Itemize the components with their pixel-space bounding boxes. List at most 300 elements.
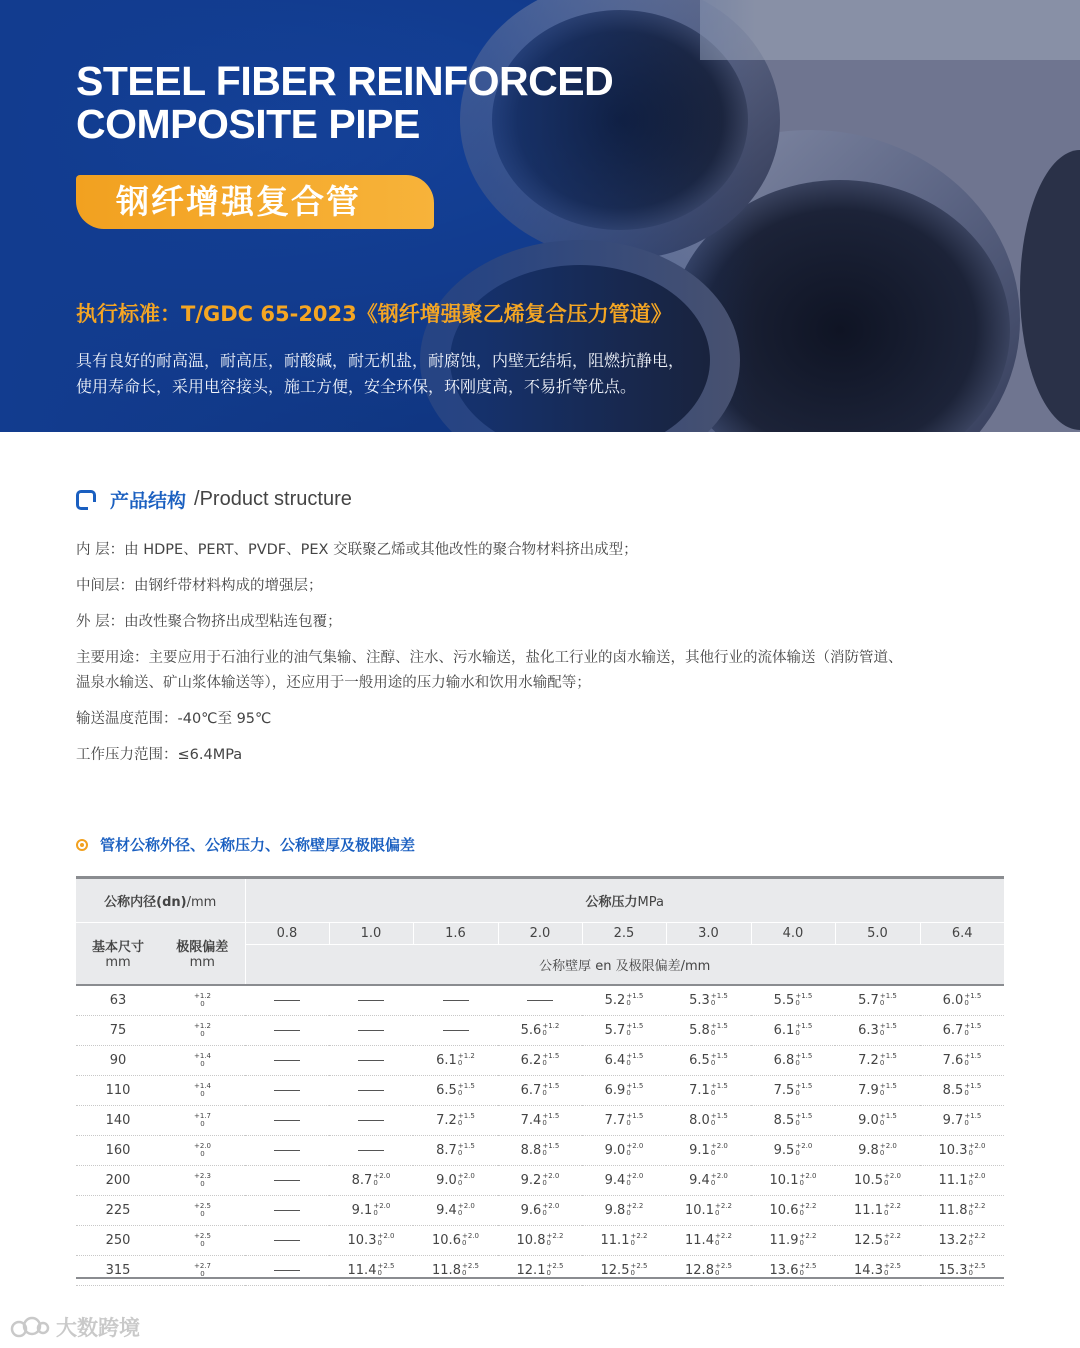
tolerance-lower: 0 [200,1000,205,1008]
wall-thickness-value: 5.3 [689,992,710,1008]
wall-tolerance-lower: 0 [457,1089,463,1097]
wall-thickness-cell [413,1165,498,1195]
wall-tolerance-lower: 0 [542,1119,547,1127]
wall-thickness-cell [666,1135,751,1165]
wall-thickness-cell [245,1135,329,1165]
wall-thickness-value: 6.5 [689,1052,710,1068]
wall-tolerance-upper: +1.5 [710,1052,728,1060]
wall-thickness-cell [245,1195,329,1225]
tolerance-cell [160,1015,245,1045]
wall-tolerance-lower: 0 [546,1269,551,1277]
wall-tolerance-lower: 0 [457,1149,463,1157]
wall-thickness-cell [413,1135,498,1165]
wall-tolerance-lower: 0 [968,1179,973,1187]
wall-thickness-cell [329,1135,413,1165]
wall-thickness-value: 10.1 [685,1202,714,1218]
wall-tolerance-upper: +1.5 [795,1112,813,1120]
wall-thickness-value: 9.4 [604,1172,626,1188]
tolerance-lower: 0 [200,1180,205,1188]
wall-thickness-cell [413,1195,498,1225]
pressure-col-1: 1.0 [329,923,413,945]
wall-tolerance-upper: +2.0 [799,1172,817,1180]
wall-tolerance-upper: +1.2 [542,1022,560,1030]
wall-tolerance-upper: +1.5 [964,1052,982,1060]
not-applicable-dash [274,1000,300,1001]
tolerance-cell [160,985,245,1016]
wall-tolerance-lower: 0 [710,1119,716,1127]
wall-thickness-value: 9.0 [436,1172,457,1188]
wall-tolerance-lower: 0 [373,1209,378,1217]
wall-thickness-cell [582,985,666,1016]
wall-thickness-cell [751,1135,835,1165]
wall-tolerance-lower: 0 [968,1269,973,1277]
wall-tolerance-lower: 0 [964,1029,969,1037]
wall-tolerance-lower: 0 [457,1179,463,1187]
wall-tolerance-upper: +2.0 [795,1142,813,1150]
hero-title [76,60,613,146]
size-cell: 315 [76,1255,160,1285]
wall-thickness-cell [329,1255,413,1285]
size-cell: 140 [76,1105,160,1135]
wall-tolerance-upper: +2.2 [968,1202,986,1210]
tolerance-lower: 0 [200,1060,205,1068]
not-applicable-dash [443,1030,469,1031]
wall-thickness-cell [835,1225,920,1255]
table-row [76,1135,1004,1165]
wall-tolerance-upper: +2.2 [630,1232,648,1240]
wall-thickness-cell [666,1255,751,1285]
wall-thickness-cell [582,1225,666,1255]
wall-thickness-value: 7.1 [689,1082,710,1098]
wall-thickness-value: 8.5 [773,1112,795,1128]
wall-thickness-cell [582,1255,666,1285]
not-applicable-dash [358,1000,384,1001]
tolerance-cell [160,1195,245,1225]
wall-thickness-cell [245,985,329,1016]
wall-tolerance-lower: 0 [542,1089,547,1097]
wall-thickness-value: 10.3 [347,1232,377,1248]
wall-thickness-value: 12.1 [516,1262,546,1278]
header-tolerance [160,923,245,985]
wall-tolerance-upper: +1.5 [964,1112,982,1120]
wall-thickness-value: 6.0 [942,992,964,1008]
table-title-text: 管材公称外径、公称压力、公称壁厚及极限偏差 [100,836,416,854]
wall-thickness-value: 11.8 [432,1262,461,1278]
wall-thickness-value: 6.7 [520,1082,542,1098]
wall-thickness-value: 5.7 [858,992,879,1008]
wall-thickness-cell [835,1075,920,1105]
wall-thickness-cell [751,1225,835,1255]
wall-tolerance-upper: +1.5 [626,1082,644,1090]
wall-tolerance-lower: 0 [799,1209,804,1217]
wall-tolerance-upper: +2.2 [968,1232,986,1240]
wall-tolerance-upper: +2.5 [377,1262,395,1270]
wall-thickness-value: 11.1 [854,1202,883,1218]
wall-thickness-cell [413,1075,498,1105]
wall-tolerance-upper: +1.5 [542,1082,560,1090]
wall-thickness-value: 12.5 [600,1262,630,1278]
wall-thickness-value: 8.7 [436,1142,457,1158]
tolerance-cell [160,1045,245,1075]
pressure-col-6: 4.0 [751,923,835,945]
wall-thickness-value: 6.7 [942,1022,964,1038]
pressure-col-8: 6.4 [920,923,1004,945]
wall-tolerance-upper: +1.5 [457,1082,475,1090]
wall-tolerance-lower: 0 [461,1239,467,1247]
wall-tolerance-lower: 0 [377,1239,382,1247]
wall-thickness-cell [666,1075,751,1105]
wall-tolerance-lower: 0 [799,1179,804,1187]
features-text [76,348,796,400]
watermark-text: 大数跨境 [56,1316,140,1340]
wall-tolerance-lower: 0 [879,1029,885,1037]
wall-tolerance-upper: +1.5 [626,992,644,1000]
wall-thickness-cell [329,985,413,1016]
wall-thickness-cell [413,1255,498,1285]
wall-thickness-cell [835,1105,920,1135]
wall-thickness-value: 10.8 [516,1232,546,1248]
wall-tolerance-upper: +2.0 [968,1142,986,1150]
wall-tolerance-lower: 0 [879,1149,885,1157]
wall-tolerance-upper: +2.2 [883,1202,901,1210]
tolerance-lower: 0 [200,1240,205,1248]
wall-thickness-value: 6.1 [773,1022,795,1038]
wall-tolerance-lower: 0 [626,999,631,1007]
wall-thickness-cell [666,1165,751,1195]
wall-thickness-value: 5.5 [773,992,795,1008]
tolerance-upper: +1.2 [194,992,211,1000]
pressure-col-0: 0.8 [245,923,329,945]
wall-thickness-value: 10.3 [938,1142,968,1158]
wall-thickness-value: 7.6 [942,1052,964,1068]
wall-tolerance-upper: +1.5 [964,1022,982,1030]
pressure-col-2: 1.6 [413,923,498,945]
size-cell: 160 [76,1135,160,1165]
wall-tolerance-upper: +2.0 [461,1232,479,1240]
wall-tolerance-lower: 0 [964,1059,969,1067]
wall-tolerance-lower: 0 [799,1239,804,1247]
wall-tolerance-upper: +2.5 [883,1262,901,1270]
wall-tolerance-lower: 0 [546,1239,551,1247]
wall-thickness-cell [329,1045,413,1075]
wall-tolerance-upper: +2.0 [626,1172,644,1180]
section-title-product-structure [76,486,352,513]
wall-tolerance-lower: 0 [883,1179,889,1187]
wall-tolerance-lower: 0 [542,1029,547,1037]
wall-tolerance-lower: 0 [461,1269,467,1277]
wall-tolerance-upper: +1.5 [795,992,813,1000]
wall-tolerance-lower: 0 [795,1089,800,1097]
wall-tolerance-lower: 0 [542,1059,547,1067]
wall-tolerance-lower: 0 [883,1239,889,1247]
wall-tolerance-upper: +1.5 [795,1052,813,1060]
wall-thickness-cell [329,1015,413,1045]
wall-tolerance-upper: +1.5 [626,1022,644,1030]
usage-line2: 温泉水输送、矿山浆体输送等），还应用于一般用途的压力输水和饮用水输配等； [76,675,591,691]
pressure-range-text: 工作压力范围：≤6.4MPa [76,747,243,763]
wall-thickness-cell [666,1195,751,1225]
not-applicable-dash [358,1150,384,1151]
wall-tolerance-upper: +1.5 [879,1112,897,1120]
section-title-cn: 产品结构 [110,490,187,512]
wall-tolerance-upper: +2.2 [799,1202,817,1210]
not-applicable-dash [527,1000,553,1001]
wall-thickness-value: 9.1 [351,1202,373,1218]
header-pressure-unit: MPa [637,895,664,910]
wall-thickness-cell [245,1165,329,1195]
wall-thickness-cell [920,1225,1004,1255]
wall-tolerance-lower: 0 [626,1179,631,1187]
wall-thickness-cell [751,985,835,1016]
wall-tolerance-lower: 0 [542,1149,547,1157]
wall-tolerance-upper: +2.2 [546,1232,564,1240]
wall-tolerance-lower: 0 [710,1059,716,1067]
wall-thickness-value: 9.5 [773,1142,795,1158]
wall-tolerance-lower: 0 [883,1269,889,1277]
wall-tolerance-upper: +1.5 [879,1052,897,1060]
wall-tolerance-lower: 0 [626,1089,631,1097]
wall-tolerance-upper: +2.0 [626,1142,644,1150]
wall-thickness-value: 9.4 [689,1172,710,1188]
hero-title-line2: COMPOSITE PIPE [76,101,420,147]
wall-thickness-value: 8.5 [942,1082,964,1098]
wall-thickness-cell [498,985,582,1016]
wall-thickness-cell [329,1165,413,1195]
tolerance-lower: 0 [200,1120,205,1128]
header-wall-thickness: 公称壁厚 en 及极限偏差/mm [245,945,1004,985]
wall-thickness-value: 10.6 [769,1202,799,1218]
wall-thickness-value: 7.4 [520,1112,542,1128]
size-cell: 225 [76,1195,160,1225]
wall-tolerance-lower: 0 [714,1209,720,1217]
wall-thickness-value: 8.0 [689,1112,710,1128]
tolerance-cell [160,1105,245,1135]
wall-tolerance-upper: +2.2 [714,1232,732,1240]
wall-tolerance-upper: +1.5 [879,992,897,1000]
wall-thickness-value: 9.0 [604,1142,626,1158]
outer-layer-text: 外 层：由改性聚合物挤出成型粘连包覆； [76,614,342,630]
wall-thickness-cell [920,1195,1004,1225]
wall-thickness-value: 9.2 [520,1172,542,1188]
spec-table [76,876,1004,1286]
wall-tolerance-upper: +2.0 [457,1202,475,1210]
usage-line1: 主要用途：主要应用于石油行业的油气集输、注醇、注水、污水输送，盐化工行业的卤水输送，其他行业的流体输送（消防管道、 [76,650,903,666]
wall-thickness-cell [666,1015,751,1045]
not-applicable-dash [274,1090,300,1091]
tolerance-cell [160,1165,245,1195]
header-dn [76,878,245,923]
wall-thickness-value: 13.6 [769,1262,799,1278]
wall-thickness-cell [920,1105,1004,1135]
wall-tolerance-lower: 0 [799,1269,804,1277]
header-size [76,923,160,985]
wall-thickness-cell [413,1225,498,1255]
wall-tolerance-upper: +1.5 [542,1142,560,1150]
tolerance-upper: +2.5 [194,1232,211,1240]
header-size-unit: mm [105,955,131,971]
wall-thickness-cell [920,1165,1004,1195]
wall-thickness-value: 14.3 [854,1262,883,1278]
wall-thickness-cell [666,985,751,1016]
not-applicable-dash [358,1060,384,1061]
wall-tolerance-lower: 0 [710,1089,716,1097]
wall-thickness-cell [751,1105,835,1135]
wall-thickness-value: 7.9 [858,1082,879,1098]
temperature-range-text: 输送温度范围：-40℃至 95℃ [76,711,272,727]
hero-banner [0,0,1080,432]
wall-thickness-cell [835,1255,920,1285]
tolerance-cell [160,1135,245,1165]
table-bottom-rule [76,1277,1004,1279]
table-row [76,1015,1004,1045]
inner-layer-text: 内 层：由 HDPE、PERT、PVDF、PEX 交联聚乙烯或其他改性的聚合物材料挤出成型； [76,542,638,558]
table-row [76,985,1004,1016]
wall-tolerance-upper: +2.0 [542,1202,560,1210]
wall-tolerance-upper: +2.0 [377,1232,395,1240]
header-pressure-label: 公称压力 [585,895,638,910]
wall-thickness-value: 9.7 [942,1112,964,1128]
wall-thickness-value: 7.5 [773,1082,795,1098]
size-cell: 75 [76,1015,160,1045]
wall-tolerance-upper: +2.2 [714,1202,732,1210]
wall-thickness-value: 8.8 [520,1142,542,1158]
table-row [76,1225,1004,1255]
wall-tolerance-lower: 0 [710,1179,716,1187]
wall-thickness-cell [751,1195,835,1225]
wall-thickness-value: 10.5 [854,1172,883,1188]
wall-thickness-cell [245,1075,329,1105]
section-square-icon [76,490,96,510]
wall-tolerance-lower: 0 [710,999,716,1007]
hero-title-line1: STEEL FIBER REINFORCED [76,58,614,104]
wall-tolerance-lower: 0 [714,1239,720,1247]
size-cell: 90 [76,1045,160,1075]
wall-thickness-cell [920,1075,1004,1105]
wall-thickness-value: 9.4 [436,1202,457,1218]
tolerance-lower: 0 [200,1030,205,1038]
wall-thickness-value: 5.8 [689,1022,710,1038]
wall-thickness-value: 6.1 [436,1052,457,1068]
wall-tolerance-upper: +2.5 [799,1262,817,1270]
wall-thickness-cell [498,1075,582,1105]
wall-tolerance-lower: 0 [795,1149,800,1157]
wall-thickness-value: 12.5 [854,1232,883,1248]
wall-tolerance-upper: +1.5 [964,1082,982,1090]
wall-tolerance-upper: +1.5 [879,1082,897,1090]
wall-thickness-cell [835,1135,920,1165]
wall-tolerance-lower: 0 [879,1089,885,1097]
tolerance-upper: +1.7 [194,1112,211,1120]
wall-tolerance-upper: +2.2 [626,1202,644,1210]
wall-thickness-value: 5.2 [604,992,626,1008]
size-cell: 200 [76,1165,160,1195]
features-line2: 使用寿命长，采用电容接头，施工方便，安全环保，环刚度高，不易折等优点。 [76,377,637,396]
usage-text [76,646,1016,696]
wall-tolerance-lower: 0 [626,1149,631,1157]
size-cell: 110 [76,1075,160,1105]
wall-thickness-cell [920,1045,1004,1075]
tolerance-upper: +2.3 [194,1172,211,1180]
wall-thickness-value: 6.2 [520,1052,542,1068]
standard-text: 执行标准：T/GDC 65-2023《钢纤增强聚乙烯复合压力管道》 [76,302,672,326]
wall-thickness-cell [329,1075,413,1105]
wall-thickness-cell [582,1135,666,1165]
tolerance-lower: 0 [200,1210,205,1218]
wall-thickness-cell [413,1015,498,1045]
wall-thickness-cell [413,1045,498,1075]
wall-thickness-cell [329,1105,413,1135]
wall-tolerance-upper: +2.2 [799,1232,817,1240]
wall-tolerance-upper: +1.5 [964,992,982,1000]
wall-thickness-value: 10.6 [432,1232,461,1248]
not-applicable-dash [274,1150,300,1151]
wall-tolerance-lower: 0 [630,1239,635,1247]
pressure-col-4: 2.5 [582,923,666,945]
wall-thickness-value: 15.3 [938,1262,968,1278]
table-row [76,1105,1004,1135]
not-applicable-dash [274,1240,300,1241]
wall-tolerance-upper: +2.0 [710,1172,728,1180]
wall-thickness-value: 5.6 [520,1022,542,1038]
wall-thickness-cell [498,1105,582,1135]
wall-thickness-cell [751,1015,835,1045]
tolerance-cell [160,1225,245,1255]
wall-tolerance-lower: 0 [542,1179,547,1187]
wall-thickness-value: 11.4 [685,1232,714,1248]
wall-thickness-cell [245,1255,329,1285]
wall-tolerance-upper: +2.0 [968,1172,986,1180]
wall-tolerance-lower: 0 [377,1269,382,1277]
wall-tolerance-lower: 0 [626,1059,631,1067]
header-size-label: 基本尺寸 [91,940,144,956]
wall-tolerance-lower: 0 [968,1239,973,1247]
wall-thickness-cell [751,1165,835,1195]
wall-thickness-value: 9.8 [858,1142,879,1158]
wall-thickness-cell [751,1045,835,1075]
wall-tolerance-upper: +1.5 [626,1052,644,1060]
wall-thickness-cell [582,1105,666,1135]
wall-thickness-cell [920,985,1004,1016]
wall-thickness-value: 11.4 [347,1262,377,1278]
middle-layer-text: 中间层：由钢纤带材料构成的增强层； [76,578,323,594]
wall-thickness-cell [245,1015,329,1045]
wall-tolerance-lower: 0 [626,1119,631,1127]
wall-thickness-value: 11.9 [769,1232,799,1248]
watermark-logo-icon [10,1314,50,1340]
size-cell: 63 [76,985,160,1016]
wall-thickness-cell [413,1105,498,1135]
tolerance-upper: +2.5 [194,1202,211,1210]
wall-thickness-cell [582,1075,666,1105]
tolerance-upper: +2.7 [194,1262,211,1270]
wall-tolerance-upper: +1.5 [710,1022,728,1030]
wall-thickness-cell [835,1195,920,1225]
wall-tolerance-upper: +2.2 [883,1232,901,1240]
wall-tolerance-upper: +1.5 [710,1082,728,1090]
not-applicable-dash [274,1060,300,1061]
wall-tolerance-upper: +1.5 [710,1112,728,1120]
wall-thickness-cell [920,1135,1004,1165]
wall-thickness-cell [498,1015,582,1045]
wall-tolerance-lower: 0 [883,1209,889,1217]
header-pressure [245,878,1004,923]
wall-tolerance-upper: +1.5 [457,1142,475,1150]
wall-thickness-cell [245,1045,329,1075]
wall-tolerance-upper: +2.5 [630,1262,648,1270]
wall-thickness-value: 7.2 [858,1052,879,1068]
wall-tolerance-upper: +1.5 [710,992,728,1000]
wall-thickness-value: 9.8 [604,1202,626,1218]
